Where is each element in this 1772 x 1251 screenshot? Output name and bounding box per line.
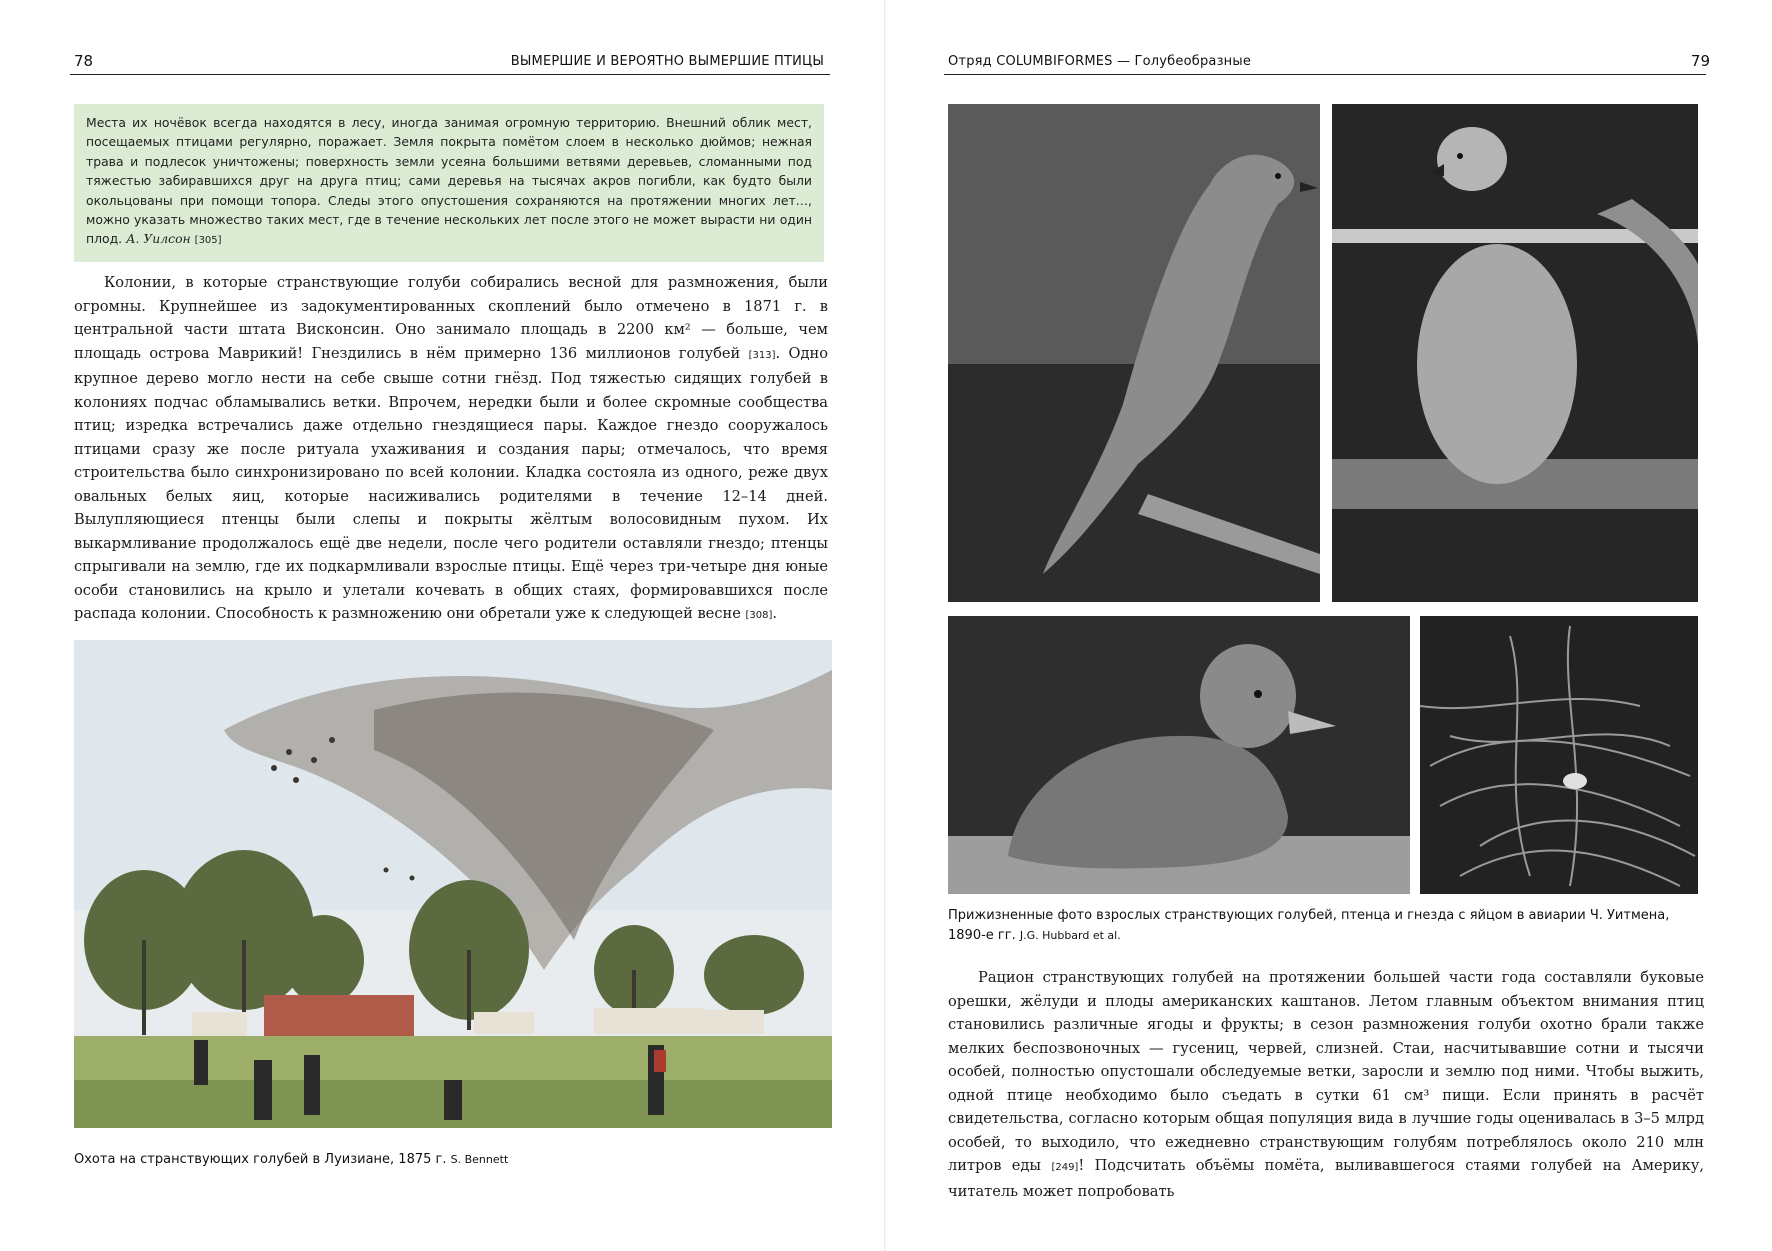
body-text xyxy=(74,271,828,628)
body-paragraph: Колонии, в которые странствующие голуби собирались весной для размножения, были огромны. Крупнейшее из задокументированных скоплений было отмечено в 1871 г. в центральной части штата Висконсин. Оно занимало площадь в 2200 км² — больше, чем площадь острова Маврикий! Гнездились в нём примерно 136 миллионов голубей xyxy=(74,274,828,362)
photos-caption xyxy=(948,906,1708,946)
header-rule xyxy=(944,74,1706,75)
page-number: 79 xyxy=(1690,52,1710,70)
body-paragraph-cont: . Одно крупное дерево могло нести на себе свыше сотни гнёзд. Под тяжестью сидящих голубей в колониях подчас обламывались ветки. Впрочем, нередки были и более скромные сообщества птиц; изредка встречались даже отдельно гнездящиеся пары. Каждое гнездо сооружалось птицами сразу же после ритуала ухаживания и создания пары; отмечалось, что время строительства было синхронизировано по всей колонии. Кладка состояла из одного, реже двух овальных белых яиц, которые насиживались родителями в течение 12–14 дней. Вылупляющиеся птенцы были слепы и покрыты жёлтым волосовидным пухом. Их выкармливание продолжалось ещё две недели, после чего родители оставляли гнездо; птенцы спрыгивали на землю, где их подкармливали взрослые птицы. Ещё через три-четыре дня юные особи становились на крыло и улетали кочевать в общих стаях, формировавшихся после распада колонии. Способность к размножению они обретали уже к следующей весне xyxy=(74,344,828,622)
quote-author: А. Уилсон xyxy=(126,231,191,247)
caption-source: J.G. Hubbard et al. xyxy=(1019,929,1121,942)
running-header: ВЫМЕРШИЕ И ВЕРОЯТНО ВЫМЕРШИЕ ПТИЦЫ xyxy=(510,54,824,69)
body-paragraph-end: . xyxy=(772,605,778,622)
citation: [308] xyxy=(745,610,773,621)
body-paragraph-cont: ! Подсчитать объёмы помёта, выливавшегося стаями голубей на Америку, читатель может попробовать xyxy=(948,1157,1705,1200)
header-rule xyxy=(70,74,830,75)
photo-adult-pigeon-side xyxy=(948,104,1320,602)
running-header: Отряд COLUMBIFORMES — Голубеобразные xyxy=(948,54,1252,69)
photo-pigeon-chick xyxy=(948,616,1410,894)
body-paragraph: Рацион странствующих голубей на протяжении большей части года составляли буковые орешки, жёлуди и плоды американских каштанов. Летом главным объектом внимания птиц становились различные ягоды и фрукты; в сезон размножения голуби охотно брали также мелких беспозвоночных — гусениц, червей, слизней. Стаи, насчитывавшие сотни и тысячи особей, полностью опустошали обследуемые ветки, заросли и землю под ними. Чтобы выжить, одной птице необходимо было съедать в сутки 61 см³ пищи. Если принять в расчёт свидетельства, согласно которым общая популяция вида в лучшие годы оценивалась в 3–5 млрд особей, то выходило, что ежедневно странствующим голубям потреблялось около 210 млн литров еды xyxy=(948,969,1704,1174)
quote-reference: [305] xyxy=(194,235,222,247)
photo-adult-pigeon-front xyxy=(1332,104,1698,602)
body-text xyxy=(948,966,1704,1203)
caption-text: Охота на странствующих голубей в Луизиане, 1875 г. xyxy=(74,1152,447,1167)
right-page xyxy=(886,0,1772,1251)
citation: [249] xyxy=(1051,1162,1079,1173)
photo-nest-with-egg xyxy=(1420,616,1698,894)
caption-text: Прижизненные фото взрослых странствующих голубей, птенца и гнезда с яйцом в авиарии Ч. Уитмена, 1890-е гг. xyxy=(948,908,1670,943)
citation: [313] xyxy=(748,349,776,361)
engraving-caption xyxy=(74,1150,834,1170)
quote-box xyxy=(74,104,824,262)
page-number: 78 xyxy=(74,52,94,70)
hunting-engraving xyxy=(74,640,832,1128)
caption-source: S. Bennett xyxy=(450,1153,509,1166)
quote-text: Места их ночёвок всегда находятся в лесу, иногда занимая огромную территорию. Внешний облик мест, посещаемых птицами регулярно, поражает. Земля покрыта помётом слоем в несколько дюймов; нежная трава и подлесок уничтожены; поверхность земли усеяна большими ветвями деревьев, сломанными под тяжестью забиравшихся друг на друга птиц; сами деревья на тысячах акров погибли, как будто были окольцованы при помощи топора. Следы этого опустошения сохраняются на протяжении многих лет…, можно указать множество таких мест, где в течение нескольких лет после этого не может вырасти ни один плод. xyxy=(86,115,812,247)
